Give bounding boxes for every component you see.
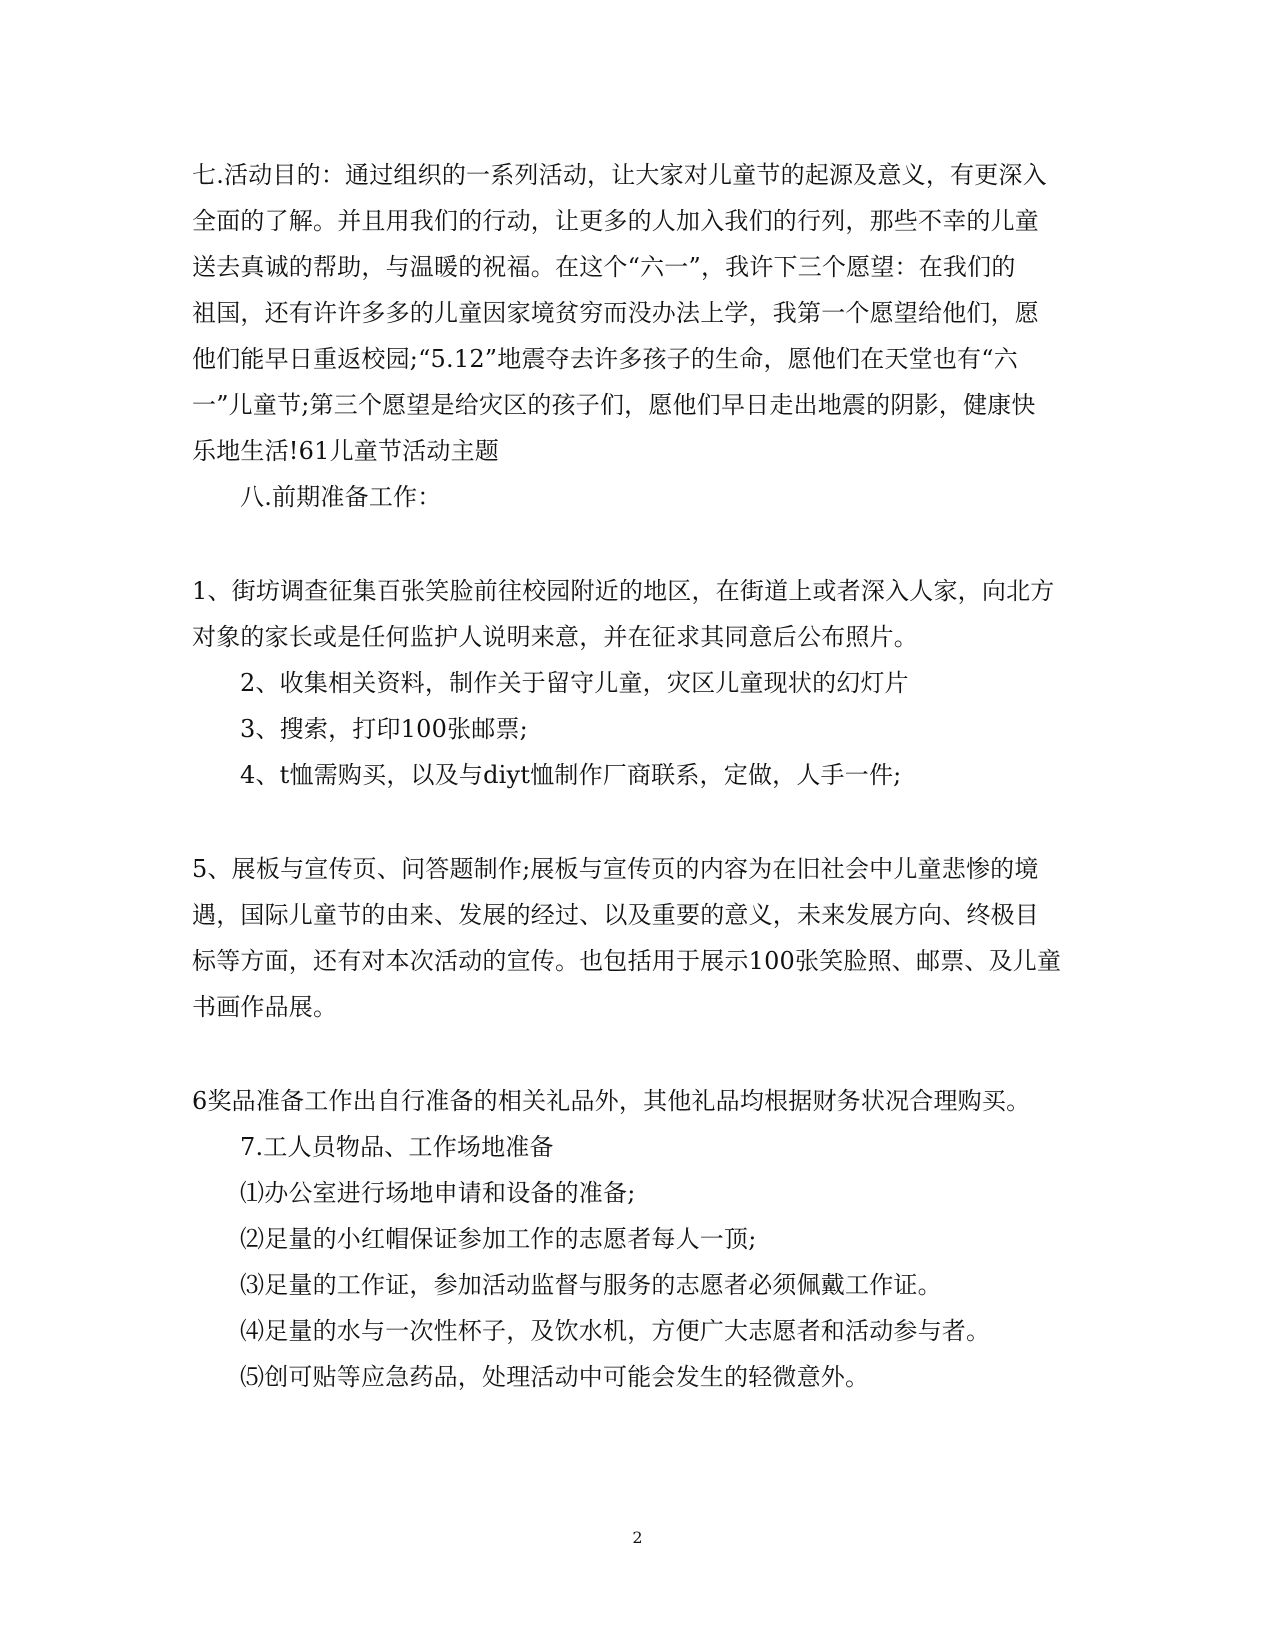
list-item: ⑵足量的小红帽保证参加工作的志愿者每人一顶; [240,1225,757,1253]
text-line: 乐地生活!61儿童节活动主题 [192,437,499,465]
text-line: 5、展板与宣传页、问答题制作;展板与宣传页的内容为在旧社会中儿童悲惨的境 [192,855,1039,883]
text-line: 全面的了解。并且用我们的行动，让更多的人加入我们的行列，那些不幸的儿童 [192,207,1039,235]
text-line: 他们能早日重返校园;“5.12”地震夺去许多孩子的生命，愿他们在天堂也有“六 [192,345,1018,373]
list-item: ⑶足量的工作证，参加活动监督与服务的志愿者必须佩戴工作证。 [240,1271,942,1299]
text-line: 1、街坊调查征集百张笑脸前往校园附近的地区，在街道上或者深入人家，向北方 [192,577,1055,605]
page-number: 2 [632,1528,643,1547]
section-heading: 八.前期准备工作： [240,483,442,511]
text-line: 6奖品准备工作出自行准备的相关礼品外，其他礼品均根据财务状况合理购买。 [192,1087,1031,1115]
text-line: 标等方面，还有对本次活动的宣传。也包括用于展示100张笑脸照、邮票、及儿童 [192,947,1062,975]
section-heading: 7.工人员物品、工作场地准备 [240,1133,554,1161]
text-line: 祖国，还有许许多多的儿童因家境贫穷而没办法上学，我第一个愿望给他们，愿 [192,299,1039,327]
list-item: 2、收集相关资料，制作关于留守儿童，灾区儿童现状的幻灯片 [240,669,909,697]
list-item: 3、搜索，打印100张邮票; [240,715,528,743]
list-item: ⑴办公室进行场地申请和设备的准备; [240,1179,636,1207]
text-line: 书画作品展。 [192,993,338,1021]
text-line: 七.活动目的：通过组织的一系列活动，让大家对儿童节的起源及意义，有更深入 [192,161,1047,189]
list-item: ⑸创可贴等应急药品，处理活动中可能会发生的轻微意外。 [240,1363,870,1391]
text-line: 送去真诚的帮助，与温暖的祝福。在这个“六一”，我许下三个愿望：在我们的 [192,253,1016,281]
list-item: 4、t恤需购买，以及与diyt恤制作厂商联系，定做，人手一件; [240,761,902,789]
text-line: 遇，国际儿童节的由来、发展的经过、以及重要的意义，未来发展方向、终极目 [192,901,1039,929]
list-item: ⑷足量的水与一次性杯子，及饮水机，方便广大志愿者和活动参与者。 [240,1317,991,1345]
text-line: 对象的家长或是任何监护人说明来意，并在征求其同意后公布照片。 [192,623,918,651]
text-line: 一”儿童节;第三个愿望是给灾区的孩子们，愿他们早日走出地震的阴影，健康快 [192,391,1036,419]
